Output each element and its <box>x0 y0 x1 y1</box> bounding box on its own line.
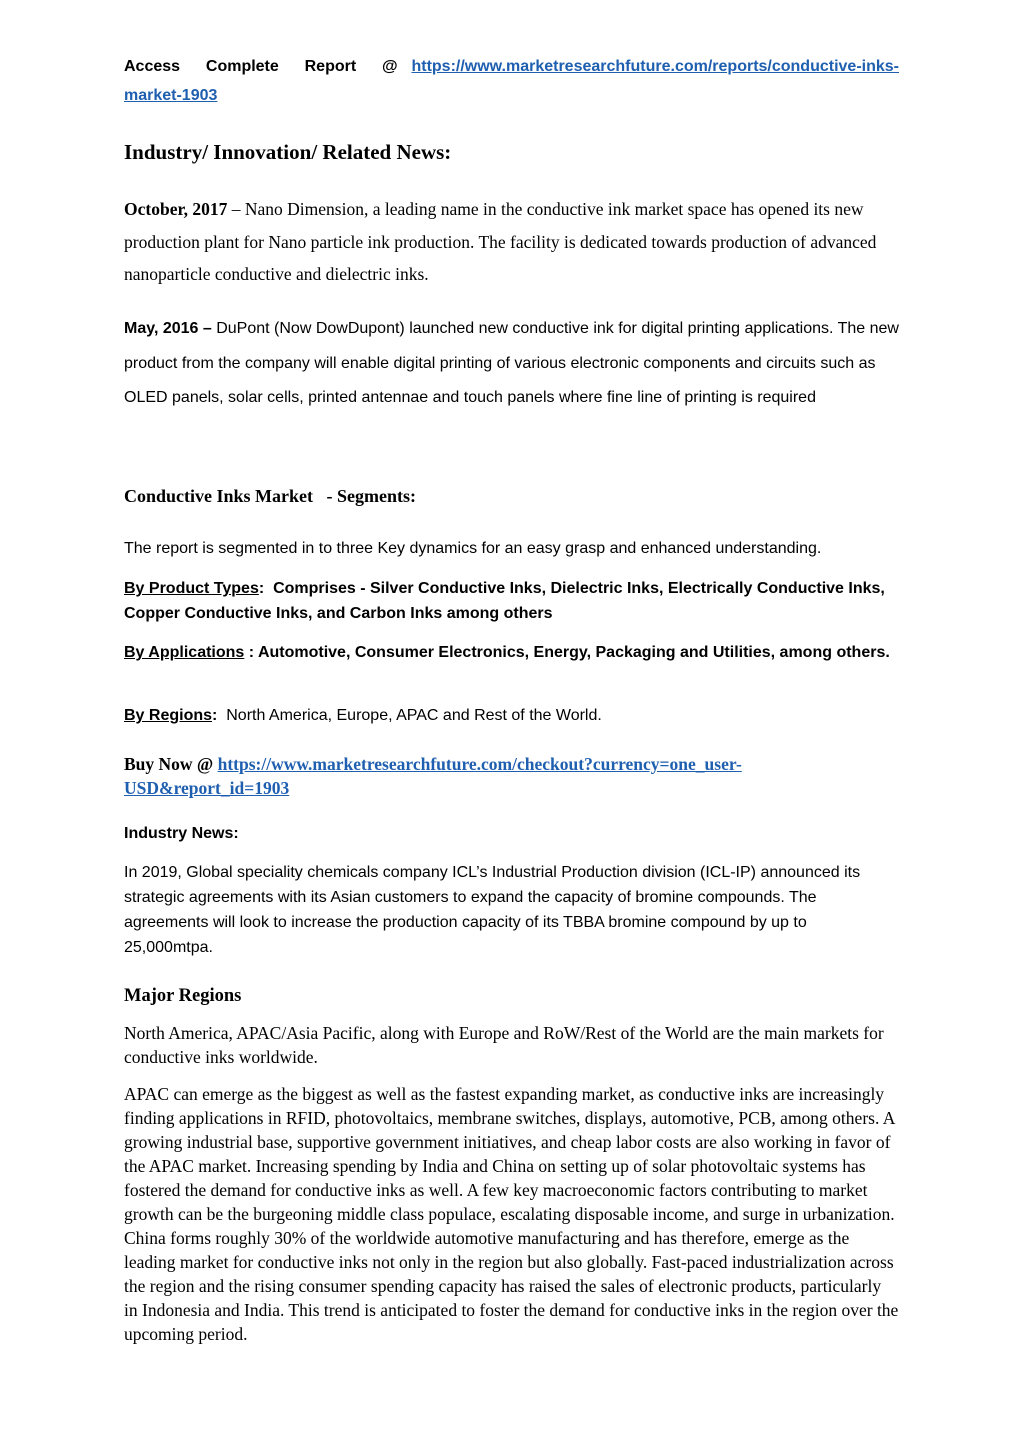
segments-heading-text: Conductive Inks Market - Segments: <box>124 486 416 506</box>
industry-news-heading: Industry News: <box>124 825 239 842</box>
segment-label: By Regions <box>124 707 213 724</box>
segment-product-types <box>124 576 899 626</box>
segment-applications <box>124 640 899 665</box>
segments-intro: The report is segmented in to three Key dynamics for an easy grasp and enhanced understanding. <box>124 540 822 557</box>
buy-now-link-cont[interactable]: USD&report_id=1903 <box>124 778 290 798</box>
news-dash: – <box>227 199 245 219</box>
segment-sep: : <box>244 644 255 661</box>
access-report-label: Access Complete Report @ <box>124 58 398 75</box>
industry-news-text: In 2019, Global speciality chemicals company ICL’s Industrial Production division (ICL-IP) announced its strategic agreements with its Asian customers to expand the capacity of bromine compounds. The agreements will look to increase the production capacity of its TBBA bromine compound by up to 25,000mtpa. <box>124 864 861 956</box>
segment-label: By Applications <box>124 644 245 661</box>
segment-sep: : <box>258 580 265 597</box>
regions-paragraph: North America, APAC/Asia Pacific, along with Europe and RoW/Rest of the World are the main markets for conductive inks worldwide. <box>124 1023 884 1067</box>
access-report-line <box>124 50 899 84</box>
regions-heading: Major Regions <box>124 986 242 1006</box>
segment-text: Automotive, Consumer Electronics, Energy, Packaging and Utilities, among others. <box>254 644 890 661</box>
news-date: October, 2017 <box>124 199 228 219</box>
buy-now-link[interactable]: https://www.marketresearchfuture.com/checkout?currency=one_user- <box>217 754 742 774</box>
news-dash: – <box>198 320 217 337</box>
buy-now <box>124 752 899 800</box>
access-report-line-2 <box>124 84 899 108</box>
access-report-link-cont[interactable]: market-1903 <box>124 87 218 104</box>
news-heading: Industry/ Innovation/ Related News: <box>124 140 452 164</box>
segment-text: North America, Europe, APAC and Rest of the World. <box>217 707 602 724</box>
news-text: DuPont (Now DowDupont) launched new conductive ink for digital printing applications. The new product from the company will enable digital printing of various electronic components and circuits such as OLED panels, solar cells, printed antennae and touch panels where fine line of printing is required <box>124 320 899 406</box>
segment-label: By Product Types <box>124 580 259 597</box>
segment-text: Comprises - Silver Conductive Inks, Dielectric Inks, Electrically Conductive Inks, Copper Conductive Inks, and Carbon Inks among others <box>124 580 890 622</box>
news-text: Nano Dimension, a leading name in the conductive ink market space has opened its new production plant for Nano particle ink production. The facility is dedicated towards production of advanced nanoparticle conductive and dielectric inks. <box>124 199 877 284</box>
buy-now-label: Buy Now @ <box>124 754 218 774</box>
news-date: May, 2016 <box>124 320 199 337</box>
news-item <box>124 312 899 416</box>
regions-paragraph: APAC can emerge as the biggest as well as the fastest expanding market, as conductive inks are increasingly finding applications in RFID, photovoltaics, membrane switches, displays, automotive, PCB, among others. A growing industrial base, supportive government initiatives, and cheap labor costs are also working in favor of the APAC market. Increasing spending by India and China on setting up of solar photovoltaic systems has fostered the demand for conductive inks as well. A few key macroeconomic factors contributing to market growth can be the burgeoning middle class populace, escalating disposable income, and surge in urbanization. China forms roughly 30% of the worldwide automotive manufacturing and has therefore, emerge as the leading market for conductive inks not only in the region but also globally. Fast-paced industrialization across the region and the rising consumer spending capacity has raised the sales of electronic products, particularly in Indonesia and India. This trend is anticipated to foster the demand for conductive inks in the region over the upcoming period. <box>124 1084 899 1344</box>
segment-sep: : <box>212 707 218 724</box>
access-report-link[interactable]: https://www.marketresearchfuture.com/reports/conductive-inks- <box>411 58 899 75</box>
news-item <box>124 193 899 291</box>
segment-regions <box>124 703 899 728</box>
segments-heading <box>124 484 899 508</box>
